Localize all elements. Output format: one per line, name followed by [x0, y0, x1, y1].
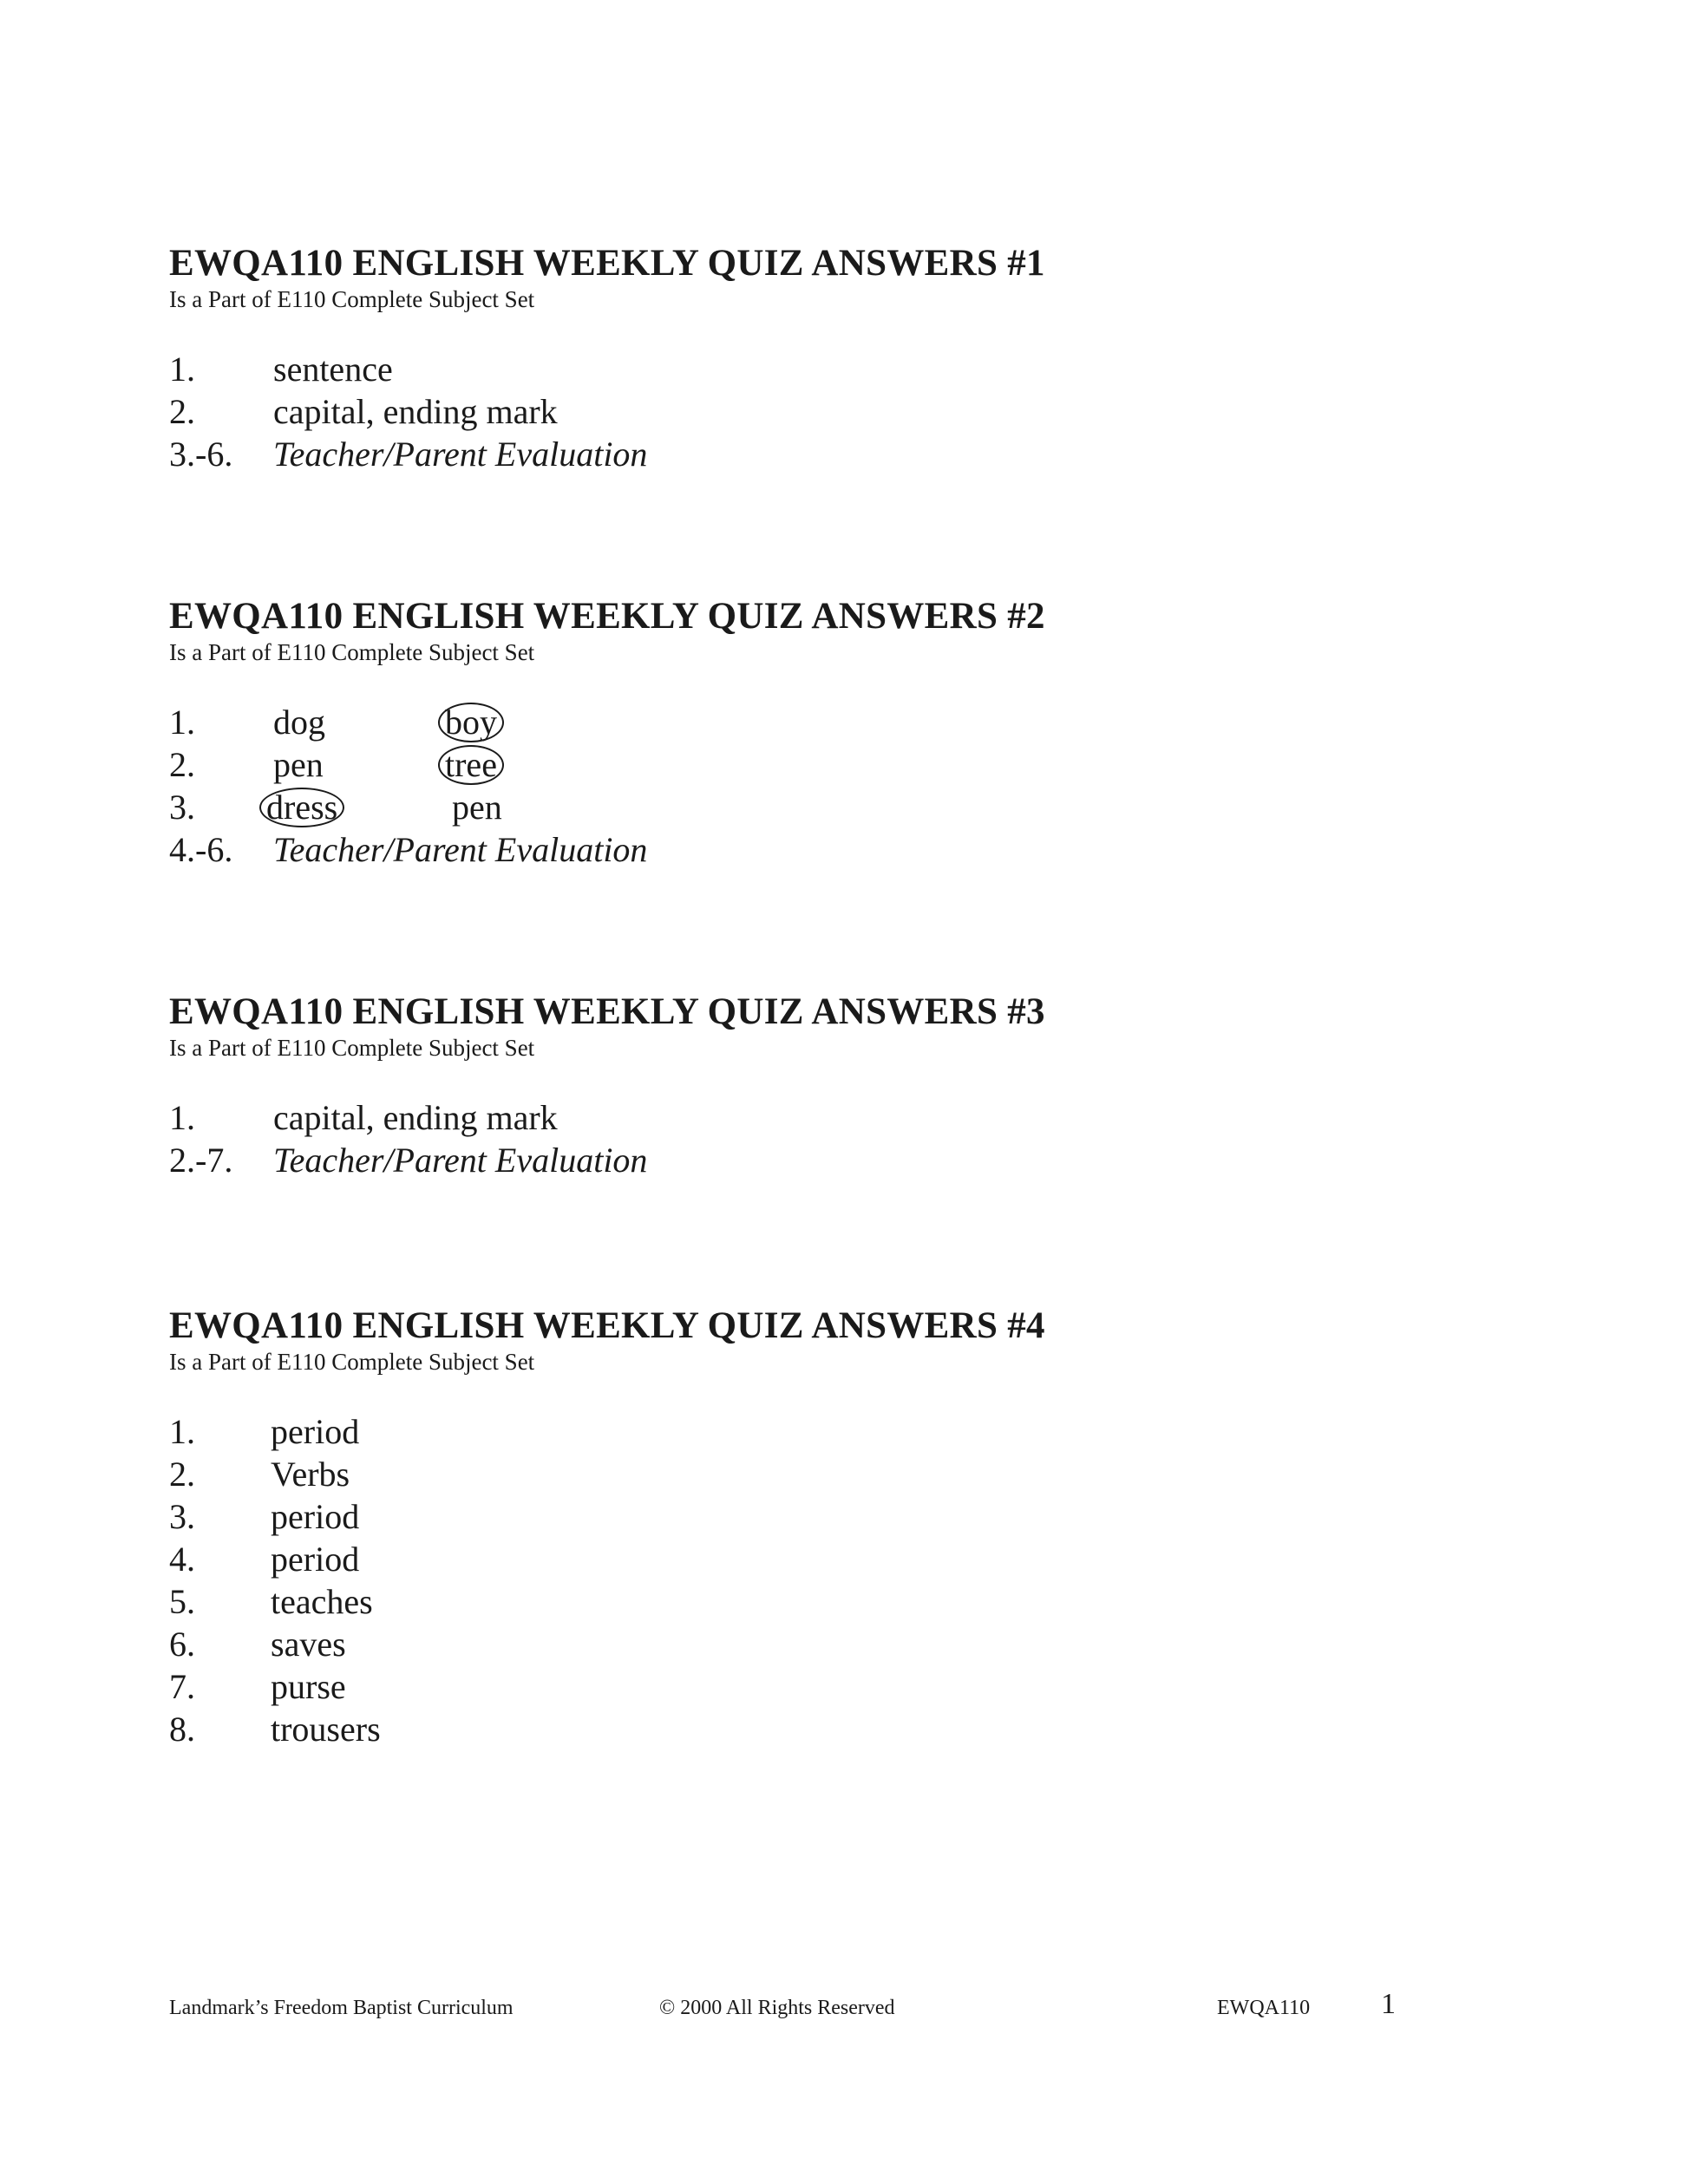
answer-text: Teacher/Parent Evaluation: [273, 1141, 648, 1180]
answer-number: 1.: [169, 350, 195, 389]
answer-number: 3.-6.: [169, 435, 233, 474]
answer-list: [169, 702, 1384, 872]
answer-row: [169, 1411, 1384, 1454]
quiz-title: EWQA110 ENGLISH WEEKLY QUIZ ANSWERS #1: [169, 243, 1045, 284]
quiz-subtitle: Is a Part of E110 Complete Subject Set: [169, 1035, 535, 1061]
circled-answer: dress: [259, 788, 344, 827]
answer-text: teaches: [271, 1582, 373, 1621]
answer-choice: pen: [273, 745, 324, 784]
answer-number: 5.: [169, 1582, 195, 1621]
answer-row: [169, 1581, 1384, 1624]
footer-publisher: Landmark’s Freedom Baptist Curriculum: [169, 1997, 514, 2019]
answer-text: capital, ending mark: [273, 392, 558, 431]
answer-text: period: [271, 1412, 360, 1451]
answer-list: [169, 1411, 1384, 1751]
quiz-section-1: [169, 243, 1384, 476]
answer-row: [169, 1097, 1384, 1140]
quiz-section-4: [169, 1305, 1384, 1751]
answer-row: [169, 434, 1384, 476]
answer-row: [169, 1496, 1384, 1539]
answer-text: trousers: [271, 1710, 381, 1749]
answer-choice: pen: [452, 788, 502, 827]
answer-row: [169, 1454, 1384, 1496]
answer-row: [169, 391, 1384, 434]
answer-text: Teacher/Parent Evaluation: [273, 435, 648, 474]
quiz-subtitle: Is a Part of E110 Complete Subject Set: [169, 286, 535, 312]
quiz-title: EWQA110 ENGLISH WEEKLY QUIZ ANSWERS #4: [169, 1305, 1045, 1346]
answer-row: [169, 1140, 1384, 1182]
answer-list: [169, 1097, 1384, 1182]
answer-number: 2.: [169, 392, 195, 431]
answer-row: [169, 1666, 1384, 1709]
answer-number: 1.: [169, 703, 195, 742]
circled-answer: boy: [438, 703, 504, 742]
answer-choice: dog: [273, 703, 325, 742]
answer-number: 1.: [169, 1098, 195, 1137]
answer-text: period: [271, 1497, 360, 1536]
quiz-title: EWQA110 ENGLISH WEEKLY QUIZ ANSWERS #3: [169, 991, 1045, 1032]
circled-answer: tree: [438, 745, 504, 785]
answer-row: [169, 349, 1384, 391]
answer-number: 2.: [169, 745, 195, 784]
answer-row: [169, 702, 1384, 744]
answer-row: [169, 1709, 1384, 1751]
answer-number: 7.: [169, 1667, 195, 1706]
quiz-section-2: [169, 596, 1384, 872]
quiz-section-3: [169, 991, 1384, 1182]
answer-number: 2.: [169, 1455, 195, 1494]
quiz-subtitle: Is a Part of E110 Complete Subject Set: [169, 639, 535, 665]
answer-number: 4.: [169, 1540, 195, 1579]
answer-number: 2.-7.: [169, 1141, 233, 1180]
answer-text: Verbs: [271, 1455, 350, 1494]
answer-text: sentence: [273, 350, 393, 389]
answer-row: [169, 744, 1384, 787]
answer-row: [169, 1624, 1384, 1666]
answer-number: 4.-6.: [169, 830, 233, 869]
answer-number: 8.: [169, 1710, 195, 1749]
quiz-title: EWQA110 ENGLISH WEEKLY QUIZ ANSWERS #2: [169, 596, 1045, 637]
answer-text: saves: [271, 1625, 346, 1664]
quiz-subtitle: Is a Part of E110 Complete Subject Set: [169, 1349, 535, 1375]
answer-text: capital, ending mark: [273, 1098, 558, 1137]
footer-code: EWQA110: [1217, 1997, 1311, 2019]
answer-list: [169, 349, 1384, 476]
answer-number: 6.: [169, 1625, 195, 1664]
answer-text: Teacher/Parent Evaluation: [273, 830, 648, 869]
answer-number: 3.: [169, 1497, 195, 1536]
footer-copyright: © 2000 All Rights Reserved: [659, 1997, 895, 2019]
answer-number: 1.: [169, 1412, 195, 1451]
page-number: 1: [1381, 1988, 1396, 2020]
answer-text: period: [271, 1540, 360, 1579]
answer-row: [169, 829, 1384, 872]
answer-row: [169, 787, 1384, 829]
answer-row: [169, 1539, 1384, 1581]
answer-text: purse: [271, 1667, 346, 1706]
answer-number: 3.: [169, 788, 195, 827]
